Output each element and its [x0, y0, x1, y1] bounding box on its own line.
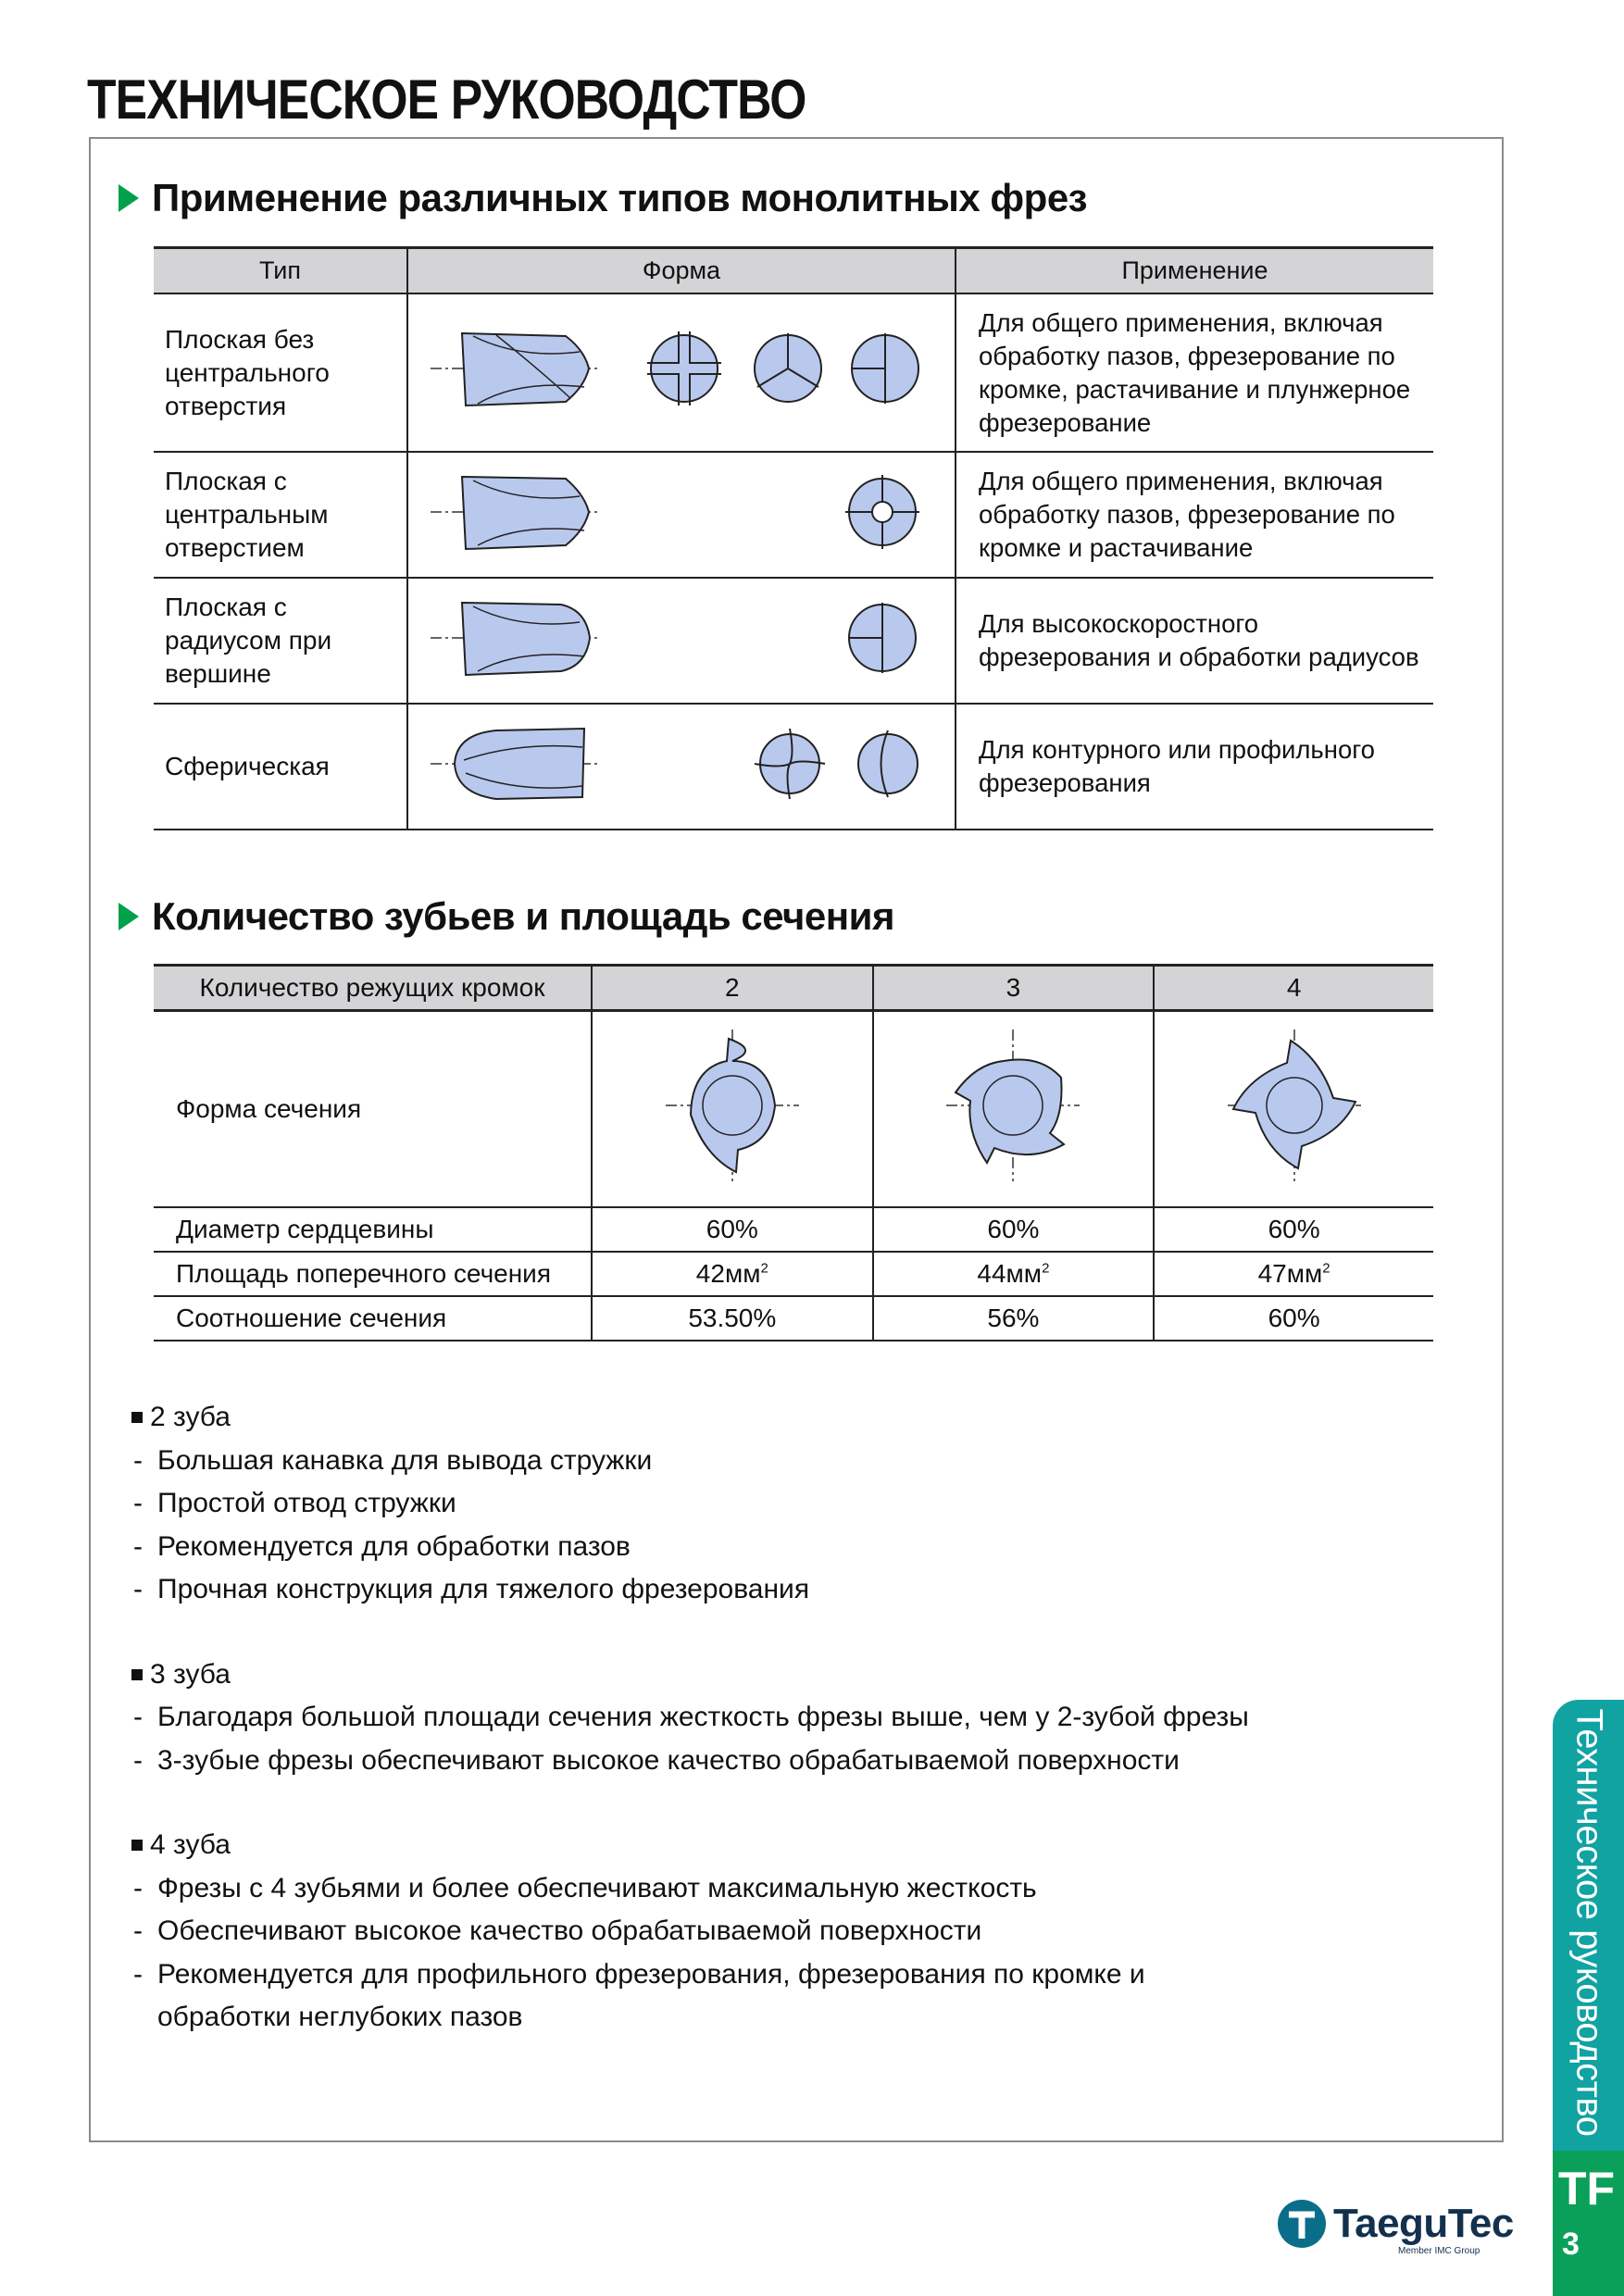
- table-row: [154, 1296, 1433, 1341]
- type-cell: Плоская без центрального отверстия: [154, 293, 407, 452]
- center-hole-endmill-illustration: [408, 453, 955, 568]
- end-view-4-flute: [647, 331, 721, 406]
- col-header-use: Применение: [956, 248, 1433, 294]
- section-shape-2: [592, 1011, 873, 1207]
- corner-radius-endmill-illustration: [408, 579, 955, 694]
- type-cell: Плоская с радиусом при вершине: [154, 578, 407, 704]
- shape-cell: [407, 452, 956, 578]
- value-cell: 60%: [1154, 1296, 1433, 1341]
- list-item: обработки неглубоких пазов: [157, 2002, 523, 2032]
- use-cell: Для общего применения, включая обработку пазов, фрезерование по кромке, растачивание и плунжерное фрезерование: [956, 293, 1433, 452]
- table-row: [154, 704, 1433, 830]
- teeth-section-table: [154, 964, 1433, 1341]
- row-label: Площадь поперечного сечения: [154, 1252, 592, 1296]
- logo-mark-icon: [1278, 2200, 1326, 2248]
- col-header-type: Тип: [154, 248, 407, 294]
- green-triangle-icon: [119, 184, 139, 212]
- end-view-2-flute: [852, 333, 918, 404]
- section-shape-3: [873, 1011, 1155, 1207]
- table-header-row: [154, 248, 1433, 294]
- value-cell: 56%: [873, 1296, 1155, 1341]
- table-header-row: [154, 966, 1433, 1011]
- use-cell: Для контурного или профильного фрезерования: [956, 704, 1433, 830]
- value-cell: $47мм^2$: [1154, 1252, 1433, 1296]
- cross-section-3-flute: [939, 1022, 1087, 1189]
- section-code: TF: [1558, 2163, 1616, 2215]
- row-label: Диаметр сердцевины: [154, 1207, 592, 1252]
- section-1-title: Применение различных типов монолитных фрез: [152, 176, 1088, 219]
- col-header-2: 2: [592, 966, 873, 1011]
- list-item: - Рекомендуется для обработки пазов: [133, 1530, 631, 1562]
- value-cell: 60%: [592, 1207, 873, 1252]
- note-group-3: [131, 1653, 1249, 1783]
- shape-cell: [407, 293, 956, 452]
- end-view-ball-2: [858, 730, 918, 797]
- section-code-tab: [1553, 2151, 1624, 2296]
- list-item: - Фрезы с 4 зубьями и более обеспечивают максимальную жесткость: [133, 1872, 1037, 1903]
- note-group-2: [131, 1396, 1249, 1612]
- list-item: - Прочная конструкция для тяжелого фрезерования: [133, 1574, 810, 1604]
- list-item: - Обеспечивают высокое качество обрабатываемой поверхности: [133, 1915, 982, 1946]
- green-triangle-icon: [119, 903, 139, 930]
- value-cell: $44мм^2$: [873, 1252, 1155, 1296]
- end-view-3-flute: [755, 333, 821, 402]
- square-bullet-icon: [131, 1669, 143, 1680]
- table-row: [154, 293, 1433, 452]
- note-group-4: [131, 1824, 1249, 2040]
- col-header-4: 4: [1154, 966, 1433, 1011]
- section-shape-4: [1154, 1011, 1433, 1207]
- list-item: - Большая канавка для вывода стружки: [133, 1444, 653, 1476]
- value-cell: $42мм^2$: [592, 1252, 873, 1296]
- table-row: [154, 578, 1433, 704]
- use-cell: Для высокоскоростного фрезерования и обработки радиусов: [956, 578, 1433, 704]
- note-title: 2 зуба: [150, 1402, 231, 1432]
- notes-section: [131, 1396, 1249, 2081]
- value-cell: 53.50%: [592, 1296, 873, 1341]
- page-number: 3: [1562, 2227, 1580, 2262]
- value-cell: 60%: [873, 1207, 1155, 1252]
- type-cell: Сферическая: [154, 704, 407, 830]
- section-heading-2: [119, 894, 894, 939]
- note-title: 3 зуба: [150, 1658, 231, 1690]
- square-bullet-icon: [131, 1412, 143, 1423]
- use-cell: Для общего применения, включая обработку пазов, фрезерование по кромке и растачивание: [956, 452, 1433, 578]
- shape-cell: [407, 704, 956, 830]
- end-view-center-hole: [845, 475, 919, 549]
- list-item: - Благодаря большой площади сечения жесткость фрезы выше, чем у 2-зубой фрезы: [133, 1702, 1249, 1732]
- end-view-ball-4: [755, 729, 825, 799]
- shape-cell: [407, 578, 956, 704]
- table-row: [154, 1207, 1433, 1252]
- col-header-edges: Количество режущих кромок: [154, 966, 592, 1011]
- list-item: - 3-зубые фрезы обеспечивают высокое качество обрабатываемой поверхности: [133, 1744, 1180, 1776]
- table-row: [154, 1011, 1433, 1207]
- ball-endmill-illustration: [408, 705, 955, 820]
- value-cell: 60%: [1154, 1207, 1433, 1252]
- square-bullet-icon: [131, 1840, 143, 1851]
- end-view-radius: [849, 603, 916, 673]
- cross-section-4-flute: [1220, 1022, 1368, 1189]
- col-header-3: 3: [873, 966, 1155, 1011]
- list-item: - Простой отвод стружки: [133, 1488, 456, 1518]
- note-title: 4 зуба: [150, 1829, 231, 1860]
- type-cell: Плоская с центральным отверстием: [154, 452, 407, 578]
- side-tab-label: Техническое руководство: [1568, 1708, 1609, 2136]
- list-item: - Рекомендуется для профильного фрезерования, фрезерования по кромке и: [133, 1958, 1145, 1990]
- row-label: Соотношение сечения: [154, 1296, 592, 1341]
- table-row: [154, 1252, 1433, 1296]
- table-row: [154, 452, 1433, 578]
- logo-sub: Member IMC Group: [1398, 2246, 1480, 2256]
- cutter-types-table: [154, 246, 1433, 830]
- taegutec-logo: [1278, 2200, 1514, 2256]
- col-header-shape: Форма: [407, 248, 956, 294]
- cross-section-2-flute: [658, 1022, 806, 1189]
- section-2-title: Количество зубьев и площадь сечения: [152, 894, 894, 938]
- flat-endmill-illustration: [408, 294, 955, 443]
- row-label: Форма сечения: [154, 1011, 592, 1207]
- logo-name: TaeguTec: [1333, 2201, 1514, 2246]
- section-heading-1: [119, 176, 1087, 220]
- page-title: ТЕХНИЧЕСКОЕ РУКОВОДСТВО: [87, 69, 806, 131]
